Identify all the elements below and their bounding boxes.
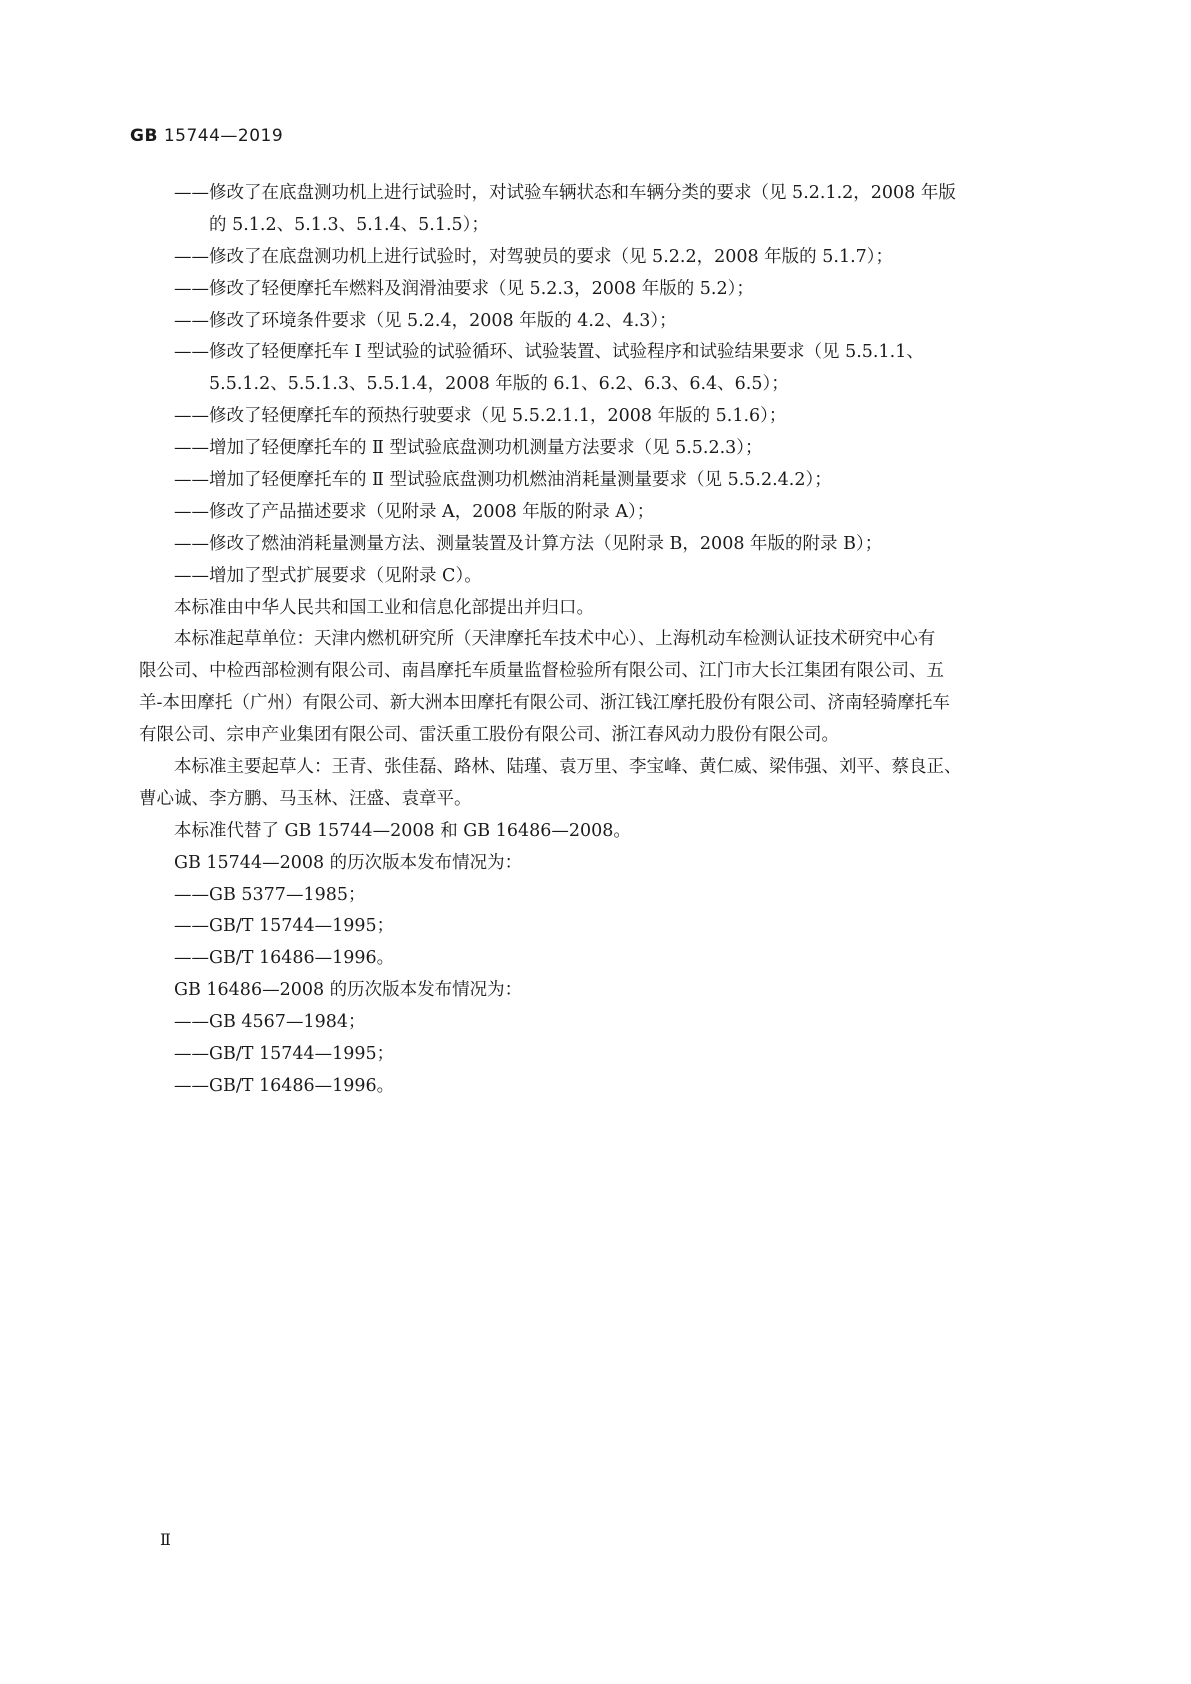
change-item-fuel-lubricant: ——修改了轻便摩托车燃料及润滑油要求（见 5.2.3，2008 年版的 5.2）； <box>174 278 754 299</box>
change-item-type-ii-method: ——增加了轻便摩托车的 Ⅱ 型试验底盘测功机测量方法要求（见 5.5.2.3）； <box>174 438 763 459</box>
drafters-continuation: 曹心诚、李方鹏、马玉林、汪盛、袁章平。 <box>139 788 472 809</box>
change-item-type-extension: ——增加了型式扩展要求（见附录 C）。 <box>174 565 482 586</box>
change-item-type-ii-fuel: ——增加了轻便摩托车的 Ⅱ 型试验底盘测功机燃油消耗量测量要求（见 5.5.2.4.2）； <box>174 470 832 491</box>
page-number: Ⅱ <box>160 1530 171 1549</box>
history-item: ——GB 5377—1985； <box>174 884 366 905</box>
change-item-driver: ——修改了在底盘测功机上进行试验时，对驾驶员的要求（见 5.2.2，2008 年版的 5.1.7）； <box>174 246 894 267</box>
history-item: ——GB/T 15744—1995； <box>174 1044 395 1065</box>
drafting-units-continuation: 羊-本田摩托（广州）有限公司、新大洲本田摩托有限公司、浙江钱江摩托股份有限公司、济南轻骑摩托车 <box>139 693 950 714</box>
history-item: ——GB/T 16486—1996。 <box>174 1075 395 1096</box>
history-item: ——GB/T 15744—1995； <box>174 916 395 937</box>
drafters-paragraph: 本标准主要起草人：王青、张佳磊、路林、陆瑾、袁万里、李宝峰、黄仁威、梁伟强、刘平、蔡良正、 <box>174 757 962 778</box>
change-item-continuation: 5.5.1.2、5.5.1.3、5.5.1.4，2008 年版的 6.1、6.2、6.3、6.4、6.5）； <box>209 374 789 395</box>
change-item-fuel-measurement: ——修改了燃油消耗量测量方法、测量装置及计算方法（见附录 B，2008 年版的附录 B）； <box>174 533 883 554</box>
document-header <box>130 126 283 146</box>
change-item-continuation: 的 5.1.2、5.1.3、5.1.4、5.1.5）； <box>209 214 489 235</box>
change-item-warmup: ——修改了轻便摩托车的预热行驶要求（见 5.5.2.1.1，2008 年版的 5.1.6）； <box>174 406 787 427</box>
history-heading: GB 15744—2008 的历次版本发布情况为： <box>174 852 523 873</box>
proposer-paragraph: 本标准由中华人民共和国工业和信息化部提出并归口。 <box>174 597 594 618</box>
change-item-chassis-vehicle-state: ——修改了在底盘测功机上进行试验时，对试验车辆状态和车辆分类的要求（见 5.2.1.2，2008 年版 <box>174 183 956 203</box>
document-body <box>139 178 1064 1103</box>
replacement-paragraph: 本标准代替了 GB 15744—2008 和 GB 16486—2008。 <box>174 820 631 841</box>
drafting-units-paragraph: 本标准起草单位：天津内燃机研究所（天津摩托车技术中心）、上海机动车检测认证技术研究中心有 <box>174 629 936 650</box>
history-heading: GB 16486—2008 的历次版本发布情况为： <box>174 980 523 1001</box>
history-item: ——GB 4567—1984； <box>174 1012 366 1033</box>
history-item: ——GB/T 16486—1996。 <box>174 948 395 969</box>
standard-code-number: 15744—2019 <box>163 126 284 146</box>
change-item-product-description: ——修改了产品描述要求（见附录 A，2008 年版的附录 A）； <box>174 501 655 522</box>
drafting-units-continuation: 限公司、中检西部检测有限公司、南昌摩托车质量监督检验所有限公司、江门市大长江集团有限公司、五 <box>139 661 944 682</box>
change-item-environment: ——修改了环境条件要求（见 5.2.4，2008 年版的 4.2、4.3）； <box>174 310 677 331</box>
change-item-type-i-test: ——修改了轻便摩托车 Ⅰ 型试验的试验循环、试验装置、试验程序和试验结果要求（见 5.5.1.1、 <box>174 342 924 363</box>
standard-code-prefix: GB <box>130 126 158 146</box>
drafting-units-continuation: 有限公司、宗申产业集团有限公司、雷沃重工股份有限公司、浙江春风动力股份有限公司。 <box>139 725 839 746</box>
